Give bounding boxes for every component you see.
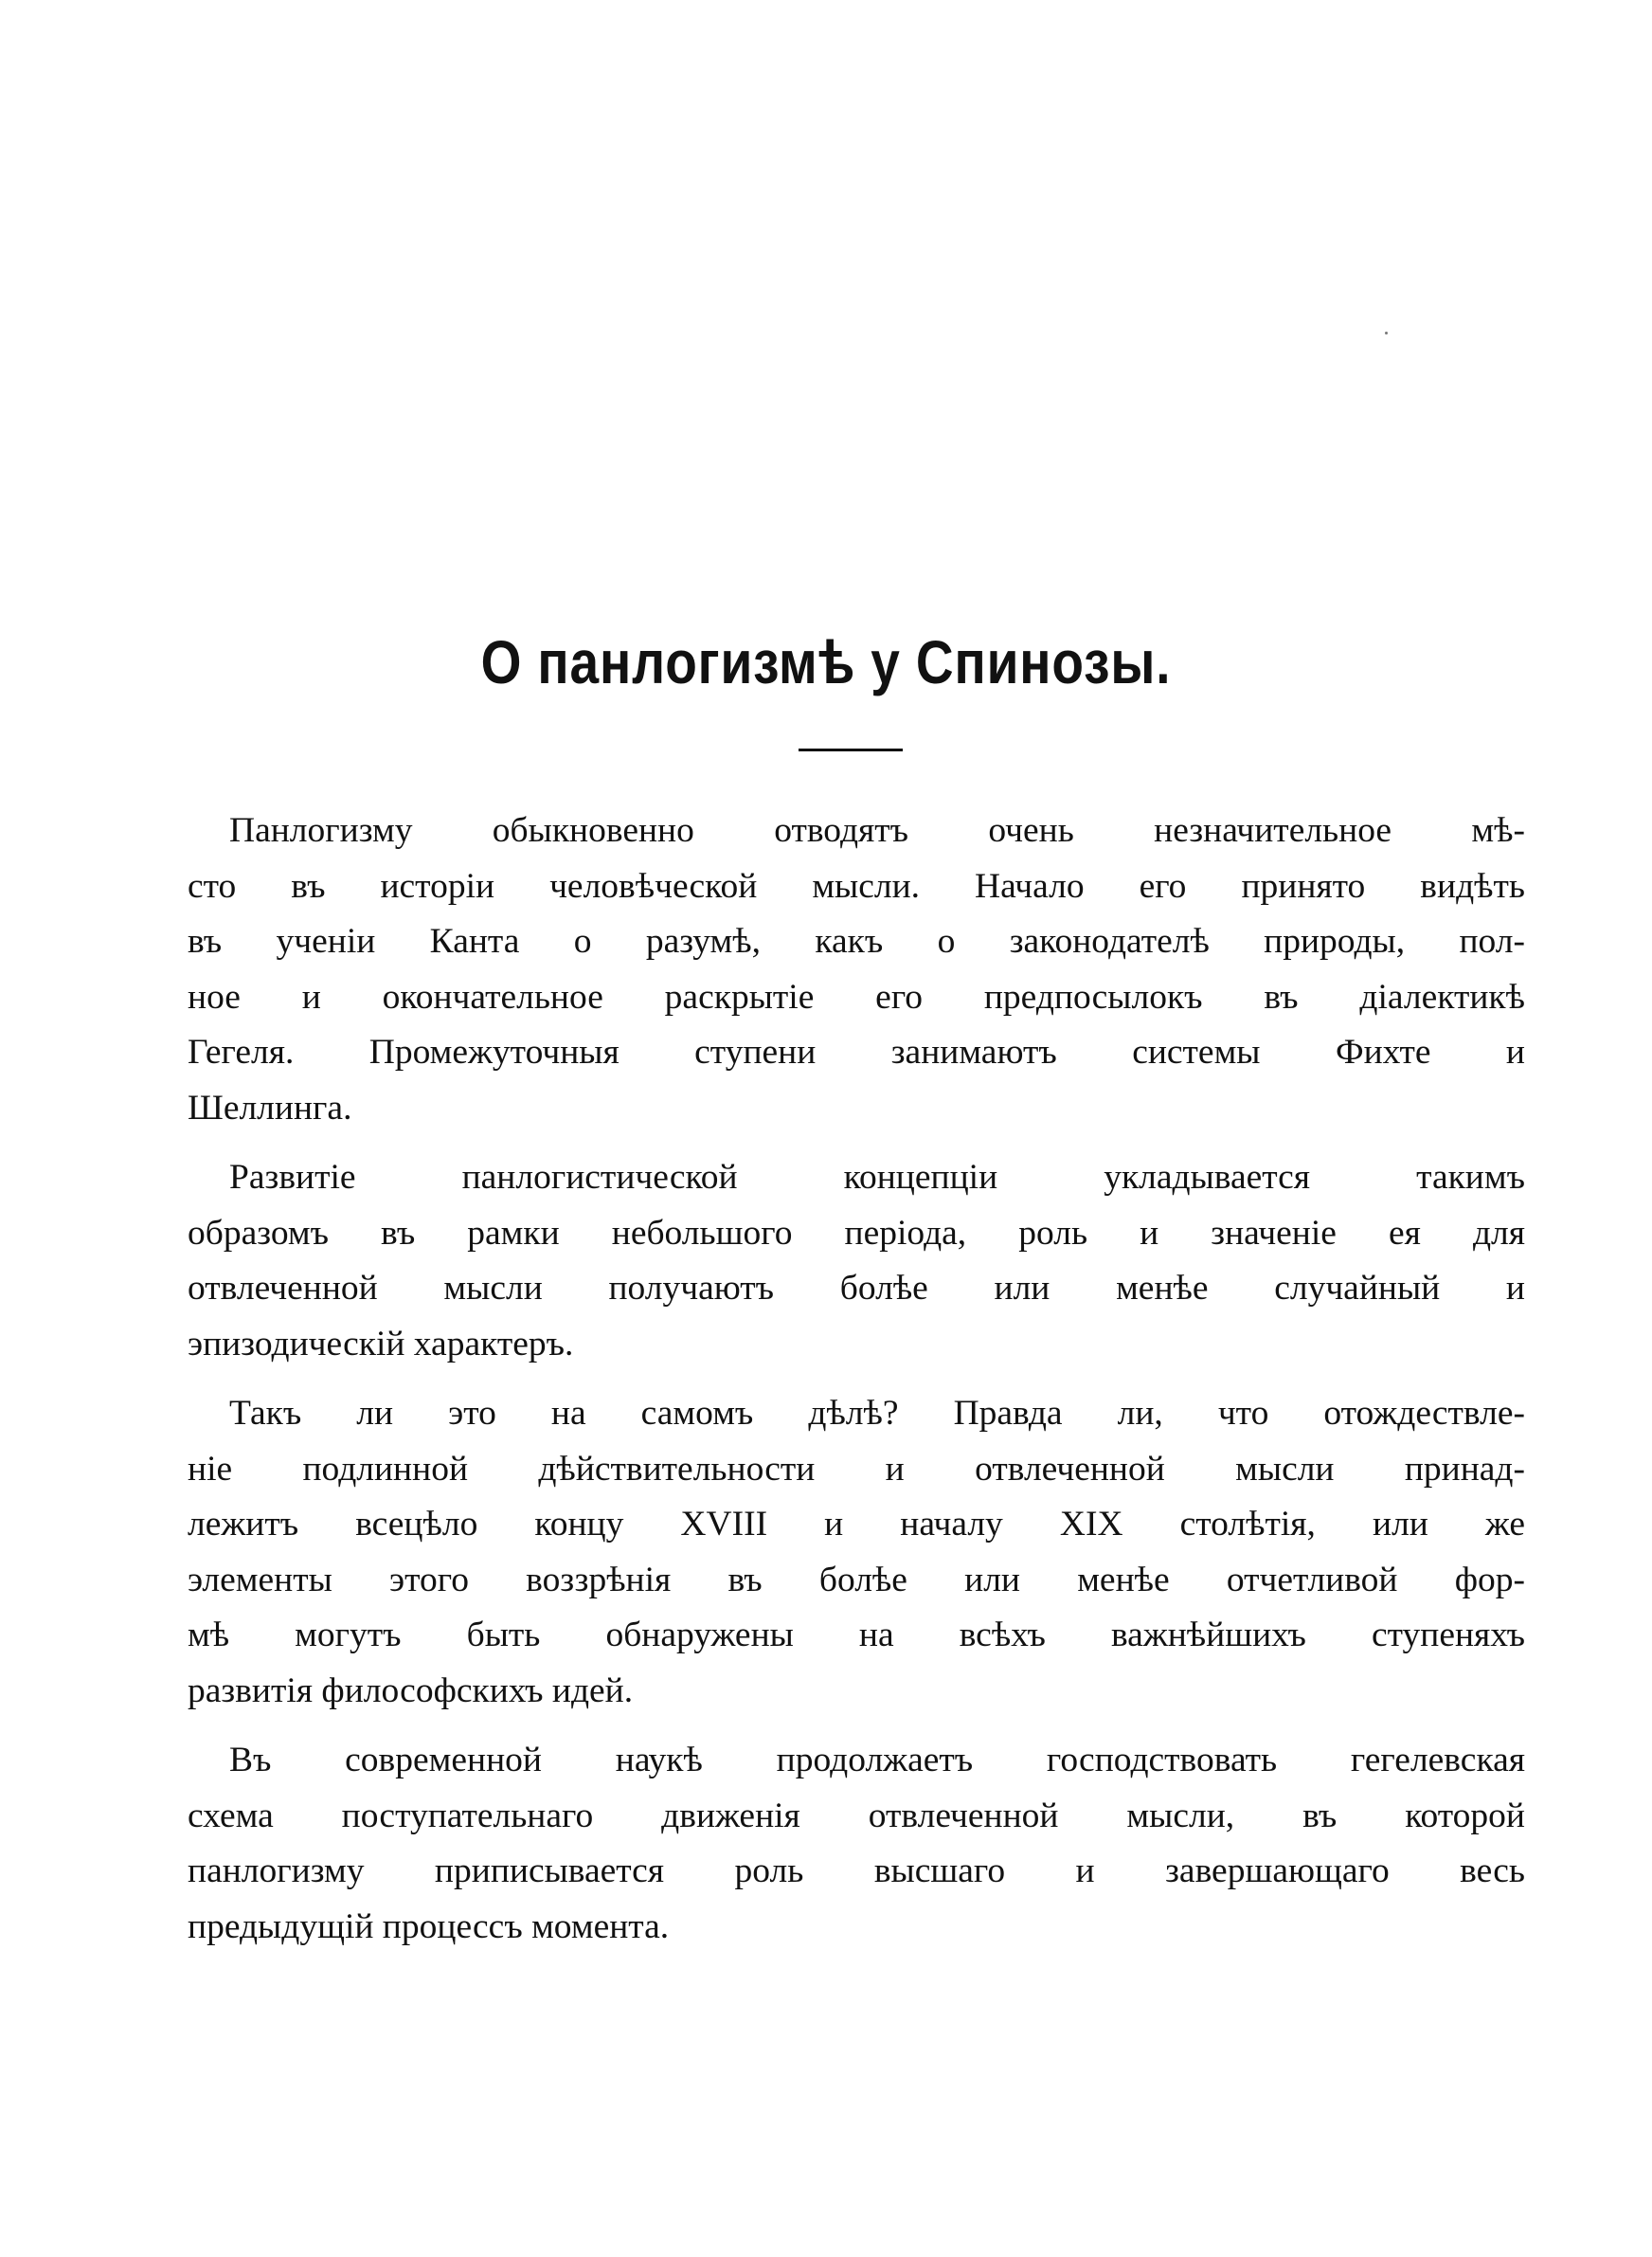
text-line: ніе подлинной дѣйствительности и отвлеченной мысли принад-	[188, 1449, 1525, 1489]
paragraph-4	[188, 1733, 1525, 1955]
title-rule	[799, 749, 903, 751]
paragraph-2	[188, 1150, 1525, 1372]
text-line: развитія философскихъ идей.	[188, 1670, 634, 1710]
text-line: мѣ могутъ быть обнаружены на всѣхъ важнѣйшихъ ступеняхъ	[188, 1616, 1525, 1654]
text-line: Развитіе панлогистической концепціи укладывается такимъ	[229, 1158, 1525, 1197]
text-line: элементы этого воззрѣнія въ болѣе или менѣе отчетливой фор-	[188, 1560, 1525, 1599]
body-text	[188, 803, 1525, 1969]
text-line: ное и окончательное раскрытіе его предпосылокъ въ діалектикѣ	[188, 977, 1525, 1017]
text-line: схема поступательнаго движенія отвлеченной мысли, въ которой	[188, 1796, 1525, 1835]
text-line: Въ современной наукѣ продолжаетъ господствовать гегелевская	[229, 1741, 1525, 1779]
text-line: панлогизму приписывается роль высшаго и завершающаго весь	[188, 1851, 1525, 1890]
text-line: сто въ исторіи человѣческой мысли. Начало его принято видѣть	[188, 866, 1525, 906]
scan-speck	[1385, 332, 1388, 334]
text-line: Такъ ли это на самомъ дѣлѣ? Правда ли, что отождествле-	[229, 1394, 1525, 1433]
text-line: Шеллинга.	[188, 1088, 352, 1128]
text-line: Гегеля. Промежуточныя ступени занимаютъ системы Фихте и	[188, 1033, 1525, 1072]
text-line: въ ученіи Канта о разумѣ, какъ о законодателѣ природы, пол-	[188, 922, 1525, 961]
text-line: лежитъ всецѣло концу XVIII и началу XIX столѣтія, или же	[188, 1505, 1525, 1544]
paragraph-3	[188, 1386, 1525, 1719]
text-line: Панлогизму обыкновенно отводятъ очень незначительное мѣ-	[229, 811, 1525, 850]
paragraph-1	[188, 803, 1525, 1136]
text-line: эпизодическій характеръ.	[188, 1324, 574, 1363]
text-line: отвлеченной мысли получаютъ болѣе или менѣе случайный и	[188, 1269, 1525, 1308]
text-line: образомъ въ рамки небольшого періода, роль и значеніе ея для	[188, 1213, 1525, 1253]
text-line: предыдущій процессъ момента.	[188, 1906, 670, 1946]
chapter-title: О панлогизмѣ у Спинозы.	[480, 628, 1172, 696]
